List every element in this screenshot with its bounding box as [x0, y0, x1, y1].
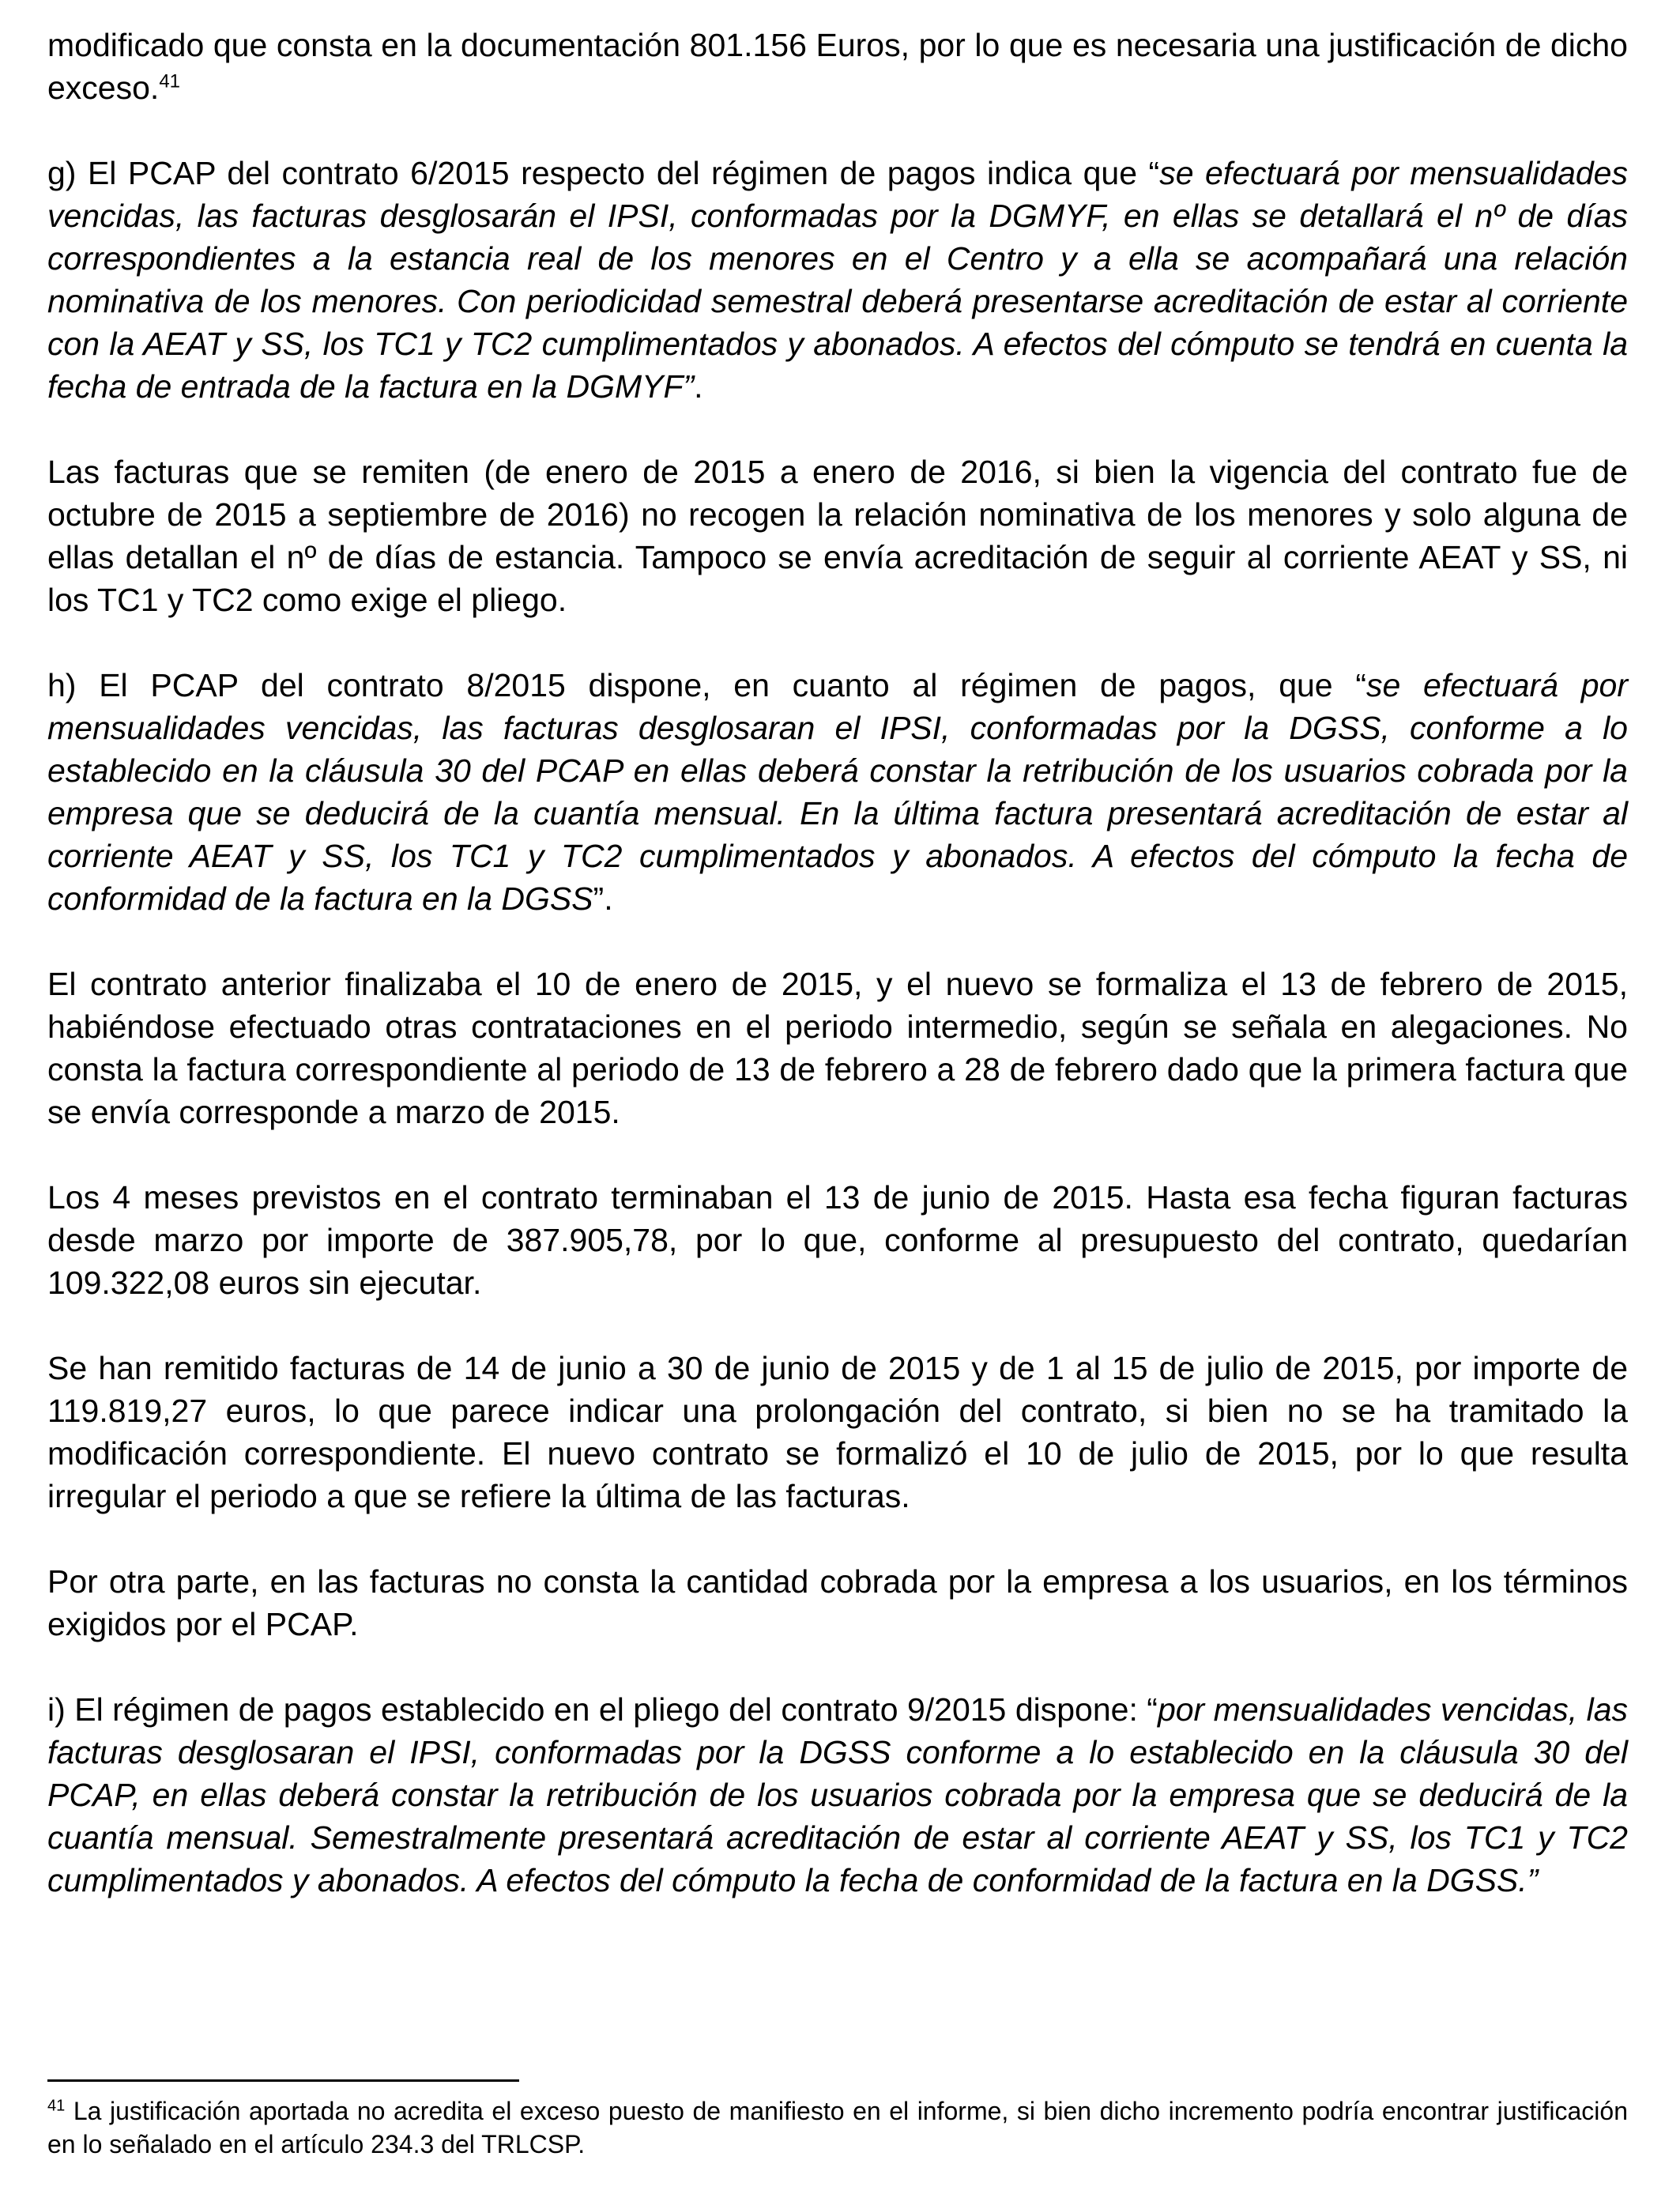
footnote-reference: 41	[159, 70, 181, 92]
paragraph-cantidad-cobrada	[47, 1560, 1628, 1646]
paragraph-facturas-remitidas	[47, 450, 1628, 621]
document-body	[47, 24, 1628, 1944]
paragraph-facturas-junio-julio	[47, 1347, 1628, 1517]
quoted-clause: por mensualidades vencidas, las facturas desglosaran el IPSI, conformadas por la DGSS conforme a lo establecido en la cláusula 30 del PCAP, en ellas deberá constar la retribución de los usuarios cobrada por la empresa que se deducirá de la cuantía mensual. Semestralmente presentará acreditación de estar al corriente AEAT y SS, los TC1 y TC2 cumplimentados y abonados. A efectos del cómputo la fecha de conformidad de la factura en la DGSS.”	[47, 1691, 1629, 1898]
footnote-text: La justificación aportada no acredita el exceso puesto de manifiesto en el informe, si bien dicho incremento podría encontrar justificación en lo señalado en el artículo 234.3 del TRLCSP.	[47, 2097, 1628, 2158]
paragraph-tail: ”.	[593, 880, 613, 917]
paragraph-text: Las facturas que se remiten (de enero de 2015 a enero de 2016, si bien la vigencia del contrato fue de octubre de 2015 a septiembre de 2016) no recogen la relación nominativa de los menores y solo alguna de ellas detallan el nº de días de estancia. Tampoco se envía acreditación de seguir al corriente AEAT y SS, ni los TC1 y TC2 como exige el pliego.	[47, 454, 1628, 618]
paragraph-exceso	[47, 24, 1628, 109]
paragraph-g-contrato-6-2015	[47, 152, 1628, 408]
paragraph-cuatro-meses	[47, 1176, 1628, 1304]
paragraph-text: El contrato anterior finalizaba el 10 de enero de 2015, y el nuevo se formaliza el 13 de febrero de 2015, habiéndose efectuado otras contrataciones en el periodo intermedio, según se señala en alegaciones. No consta la factura correspondiente al periodo de 13 de febrero a 28 de febrero dado que la primera factura que se envía corresponde a marzo de 2015.	[47, 966, 1628, 1130]
paragraph-contrato-anterior	[47, 963, 1628, 1133]
paragraph-h-contrato-8-2015	[47, 664, 1628, 920]
paragraph-lead: g) El PCAP del contrato 6/2015 respecto del régimen de pagos indica que “	[47, 155, 1160, 191]
footnote-number: 41	[47, 2097, 66, 2115]
quoted-clause: se efectuará por mensualidades vencidas, las facturas desglosaran el IPSI, conformadas por la DGSS, conforme a lo establecido en la cláusula 30 del PCAP en ellas deberá constar la retribución de los usuarios cobrada por la empresa que se deducirá de la cuantía mensual. En la última factura presentará acreditación de estar al corriente AEAT y SS, los TC1 y TC2 cumplimentados y abonados. A efectos del cómputo la fecha de conformidad de la factura en la DGSS	[47, 667, 1628, 917]
footnote-separator	[47, 2079, 519, 2082]
paragraph-tail: .	[694, 368, 703, 405]
paragraph-lead: h) El PCAP del contrato 8/2015 dispone, en cuanto al régimen de pagos, que “	[47, 667, 1366, 703]
paragraph-i-contrato-9-2015	[47, 1688, 1628, 1902]
paragraph-lead: i) El régimen de pagos establecido en el pliego del contrato 9/2015 dispone: “	[47, 1691, 1158, 1728]
footnote	[47, 2094, 1628, 2161]
paragraph-text: modificado que consta en la documentación 801.156 Euros, por lo que es necesaria una justificación de dicho exceso.	[47, 27, 1628, 106]
quoted-clause: se efectuará por mensualidades vencidas, las facturas desglosarán el IPSI, conformadas por la DGMYF, en ellas se detallará el nº de días correspondientes a la estancia real de los menores en el Centro y a ella se acompañará una relación nominativa de los menores. Con periodicidad semestral deberá presentarse acreditación de estar al corriente con la AEAT y SS, los TC1 y TC2 cumplimentados y abonados. A efectos del cómputo se tendrá en cuenta la fecha de entrada de la factura en la DGMYF”	[47, 155, 1628, 405]
paragraph-text: Los 4 meses previstos en el contrato terminaban el 13 de junio de 2015. Hasta esa fecha figuran facturas desde marzo por importe de 387.905,78, por lo que, conforme al presupuesto del contrato, quedarían 109.322,08 euros sin ejecutar.	[47, 1179, 1628, 1301]
paragraph-text: Por otra parte, en las facturas no consta la cantidad cobrada por la empresa a los usuarios, en los términos exigidos por el PCAP.	[47, 1563, 1628, 1642]
paragraph-text: Se han remitido facturas de 14 de junio a 30 de junio de 2015 y de 1 al 15 de julio de 2015, por importe de 119.819,27 euros, lo que parece indicar una prolongación del contrato, si bien no se ha tramitado la modificación correspondiente. El nuevo contrato se formalizó el 10 de julio de 2015, por lo que resulta irregular el periodo a que se refiere la última de las facturas.	[47, 1350, 1628, 1514]
